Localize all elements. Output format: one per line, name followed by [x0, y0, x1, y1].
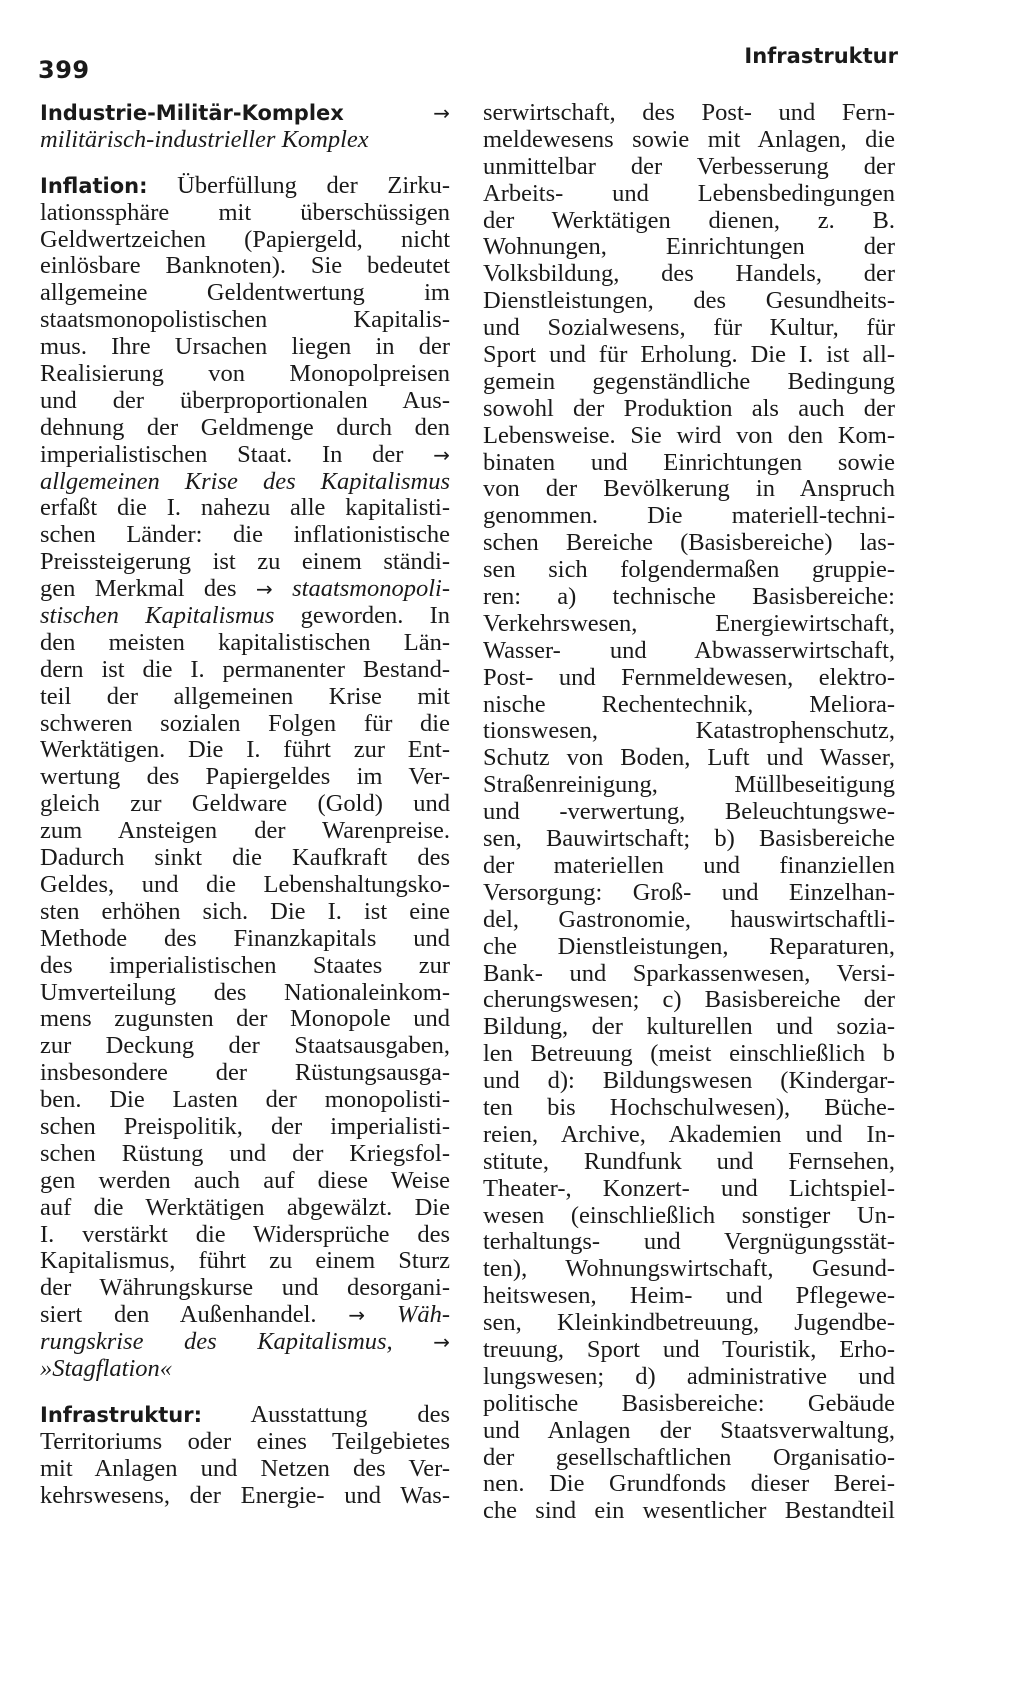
text-line: schweren sozialen Folgen für die — [40, 709, 450, 737]
text-line: allgemeine Geldentwertung im — [40, 279, 450, 307]
text-line: binaten und Einrichtungen sowie — [483, 448, 895, 476]
cross-reference[interactable]: allgemeinen Krise des Kapitalismus — [40, 467, 450, 495]
text-line: mens zugunsten der Monopole und — [40, 1005, 450, 1033]
text-line: wertung des Papiergeldes im Ver- — [40, 763, 450, 791]
entry-infrastruktur-line: Infrastruktur: Ausstattung des — [40, 1400, 450, 1428]
arrow-icon: → — [255, 577, 273, 602]
text-line: imperialistischen Staat. In der → — [40, 440, 450, 468]
text-line: che sind ein wesentlicher Bestandteil — [483, 1497, 895, 1525]
text-line: mus. Ihre Ursachen liegen in der — [40, 333, 450, 361]
text-line: und -verwertung, Beleuchtungswe- — [483, 798, 895, 826]
text-line: sen, Bauwirtschaft; b) Basisbereiche — [483, 825, 895, 853]
text-line: und Sozialwesens, für Kultur, für — [483, 314, 895, 342]
text-line: Werktätigen. Die I. führt zur Ent- — [40, 736, 450, 764]
entry-inflation-line: Inflation: Überfüllung der Zirku- — [40, 171, 451, 199]
text-line: lationssphäre mit überschüssigen — [40, 198, 450, 226]
text-line: Arbeits- und Lebensbedingungen — [483, 179, 895, 207]
text-line: wesen (einschließlich sonstiger Un- — [483, 1201, 895, 1229]
text-line: reien, Archive, Akademien und In- — [483, 1120, 895, 1148]
text-line: serwirtschaft, des Post- und Fern- — [483, 99, 895, 126]
text-line: kehrswesens, der Energie- und Was- — [40, 1481, 450, 1509]
text-line: teil der allgemeinen Krise mit — [40, 682, 450, 710]
text-line: und d): Bildungswesen (Kindergar- — [483, 1067, 895, 1095]
text-line: Theater-, Konzert- und Lichtspiel- — [483, 1174, 895, 1202]
text-line: genommen. Die materiell-techni- — [483, 502, 895, 530]
cross-reference[interactable]: »Stagflation« — [40, 1354, 173, 1382]
text-line: des imperialistischen Staates zur — [40, 951, 450, 979]
arrow-icon: → — [348, 1303, 366, 1328]
text-line: lungswesen; d) administrative und — [483, 1362, 895, 1390]
text-line: cherungswesen; c) Basisbereiche der — [483, 986, 895, 1014]
arrow-icon: → — [433, 442, 450, 467]
text-line: gen werden auch auf diese Weise — [40, 1166, 450, 1194]
text-line: treuung, Sport und Touristik, Erho- — [483, 1335, 895, 1363]
page-number: 399 — [38, 56, 90, 84]
headword: Inflation: — [40, 173, 148, 198]
text-line: Methode des Finanzkapitals und — [40, 924, 450, 952]
text-line: sowohl der Produktion als auch der — [483, 394, 895, 422]
text-line: den meisten kapitalistischen Län- — [40, 628, 450, 656]
text-line: und der überproportionalen Aus- — [40, 386, 450, 414]
text-line: politische Basisbereiche: Gebäude — [483, 1389, 895, 1417]
text-line: meldewesens sowie mit Anlagen, die — [483, 125, 895, 153]
text-line: Preissteigerung ist zu einem ständi- — [40, 548, 450, 576]
text-line: Lebensweise. Sie wird von den Kom- — [483, 421, 895, 449]
headword: Infrastruktur: — [40, 1402, 202, 1427]
text-line: von der Bevölkerung in Anspruch — [483, 475, 895, 503]
text-line: zum Ansteigen der Warenpreise. — [40, 817, 450, 845]
text-line: Bildung, der kulturellen und sozia- — [483, 1013, 895, 1041]
text-line: sten erhöhen sich. Die I. ist eine — [40, 897, 450, 925]
text-line: stitute, Rundfunk und Fernsehen, — [483, 1147, 895, 1175]
text-line: sen, Kleinkindbetreuung, Jugendbe- — [483, 1309, 895, 1337]
text-line: dehnung der Geldmenge durch den — [40, 413, 450, 441]
text-line: I. verstärkt die Widersprüche des — [40, 1220, 450, 1248]
text-line: che Dienstleistungen, Reparaturen, — [483, 932, 895, 960]
text-line: Dienstleistungen, des Gesundheits- — [483, 287, 895, 315]
text-line: der Werktätigen dienen, z. B. — [483, 206, 895, 234]
text-line: erfaßt die I. nahezu alle kapitalisti- — [40, 494, 450, 522]
text-line: Wasser- und Abwasserwirtschaft, — [483, 636, 895, 664]
arrow-icon: → — [433, 1330, 451, 1355]
text-line: Volksbildung, des Handels, der — [483, 260, 895, 288]
text-line: auf die Werktätigen abgewälzt. Die — [40, 1193, 450, 1221]
text-line: gemein gegenständliche Bedingung — [483, 367, 895, 395]
text-line: ten bis Hochschulwesen), Büche- — [483, 1093, 895, 1121]
text-line: siert den Außenhandel. → Wäh- — [40, 1301, 451, 1329]
text-line: stischen Kapitalismus geworden. In — [40, 602, 451, 630]
text-line: heitswesen, Heim- und Pflegewe- — [483, 1282, 895, 1310]
right-column — [483, 100, 895, 1525]
text-line: len Betreuung (meist einschließlich b — [483, 1040, 895, 1068]
text-line: terhaltungs- und Vergnügungsstät- — [483, 1228, 895, 1256]
text-line: Dadurch sinkt die Kaufkraft des — [40, 844, 450, 872]
text-line: Kapitalismus, führt zu einem Sturz — [40, 1247, 450, 1275]
text-line: ten), Wohnungswirtschaft, Gesund- — [483, 1255, 895, 1283]
text-line: tionswesen, Katastrophenschutz, — [483, 717, 895, 745]
text-line: schen Bereiche (Basisbereiche) las- — [483, 529, 895, 557]
cross-reference[interactable]: militärisch-industrieller Komplex — [40, 125, 369, 153]
running-head: Infrastruktur — [744, 44, 898, 68]
text-line: schen Preispolitik, der imperialisti- — [40, 1112, 450, 1140]
text-line: einlösbare Banknoten). Sie bedeutet — [40, 252, 450, 280]
cross-reference[interactable]: Wäh- — [396, 1301, 451, 1329]
entry-industrie-militaer-komplex — [40, 100, 450, 127]
text-line: dern ist die I. permanenter Bestand- — [40, 655, 450, 683]
text-line: gleich zur Geldware (Gold) und — [40, 790, 450, 818]
arrow-icon: → — [433, 101, 450, 125]
cross-reference[interactable]: rungskrise des Kapitalismus, — [40, 1328, 393, 1356]
cross-reference[interactable]: staatsmonopoli- — [292, 575, 451, 603]
text-line: schen Rüstung und der Kriegsfol- — [40, 1139, 450, 1167]
text-line: Realisierung von Monopolpreisen — [40, 360, 450, 388]
text-line: zur Deckung der Staatsausgaben, — [40, 1032, 450, 1060]
text-line: ren: a) technische Basisbereiche: — [483, 583, 895, 611]
text-line: der gesellschaftlichen Organisatio- — [483, 1443, 895, 1471]
text-line: Verkehrswesen, Energiewirtschaft, — [483, 609, 895, 637]
text-line: der Währungskurse und desorgani- — [40, 1274, 450, 1302]
text-line: schen Länder: die inflationistische — [40, 521, 450, 549]
text-line: der materiellen und finanziellen — [483, 851, 895, 879]
text-line: Bank- und Sparkassenwesen, Versi- — [483, 959, 895, 987]
text-line: Territoriums oder eines Teilgebietes — [40, 1427, 450, 1455]
left-column — [40, 100, 450, 1509]
text-line: Wohnungen, Einrichtungen der — [483, 233, 895, 261]
text-line: del, Gastronomie, hauswirtschaftli- — [483, 905, 895, 933]
text-line: Sport und für Erholung. Die I. ist all- — [483, 341, 895, 369]
text-line: Schutz von Boden, Luft und Wasser, — [483, 744, 895, 772]
text-line: Umverteilung des Nationaleinkom- — [40, 978, 450, 1006]
text-line: Post- und Fernmeldewesen, elektro- — [483, 663, 895, 691]
text-line: unmittelbar der Verbesserung der — [483, 152, 895, 180]
text-line: ben. Die Lasten der monopolisti- — [40, 1086, 450, 1114]
text-line: sen sich folgendermaßen gruppie- — [483, 556, 895, 584]
text-line: Geldwertzeichen (Papiergeld, nicht — [40, 225, 450, 253]
text-line: insbesondere der Rüstungsausga- — [40, 1059, 450, 1087]
headword: Industrie-Militär-Komplex — [40, 101, 344, 125]
text-line: mit Anlagen und Netzen des Ver- — [40, 1454, 450, 1482]
text-line — [40, 1329, 450, 1356]
text-line: Geldes, und die Lebenshaltungsko- — [40, 870, 450, 898]
text-line: Straßenreinigung, Müllbeseitigung — [483, 771, 895, 799]
text-line: und Anlagen der Staatsverwaltung, — [483, 1416, 895, 1444]
text-line: Versorgung: Groß- und Einzelhan- — [483, 878, 895, 906]
text-line: nische Rechentechnik, Meliora- — [483, 690, 895, 718]
text-line: nen. Die Grundfonds dieser Berei- — [483, 1470, 895, 1498]
cross-reference[interactable]: stischen Kapitalismus — [40, 602, 275, 630]
text-line: gen Merkmal des → staatsmonopoli- — [40, 575, 451, 603]
text-line: staatsmonopolistischen Kapitalis- — [40, 306, 450, 334]
